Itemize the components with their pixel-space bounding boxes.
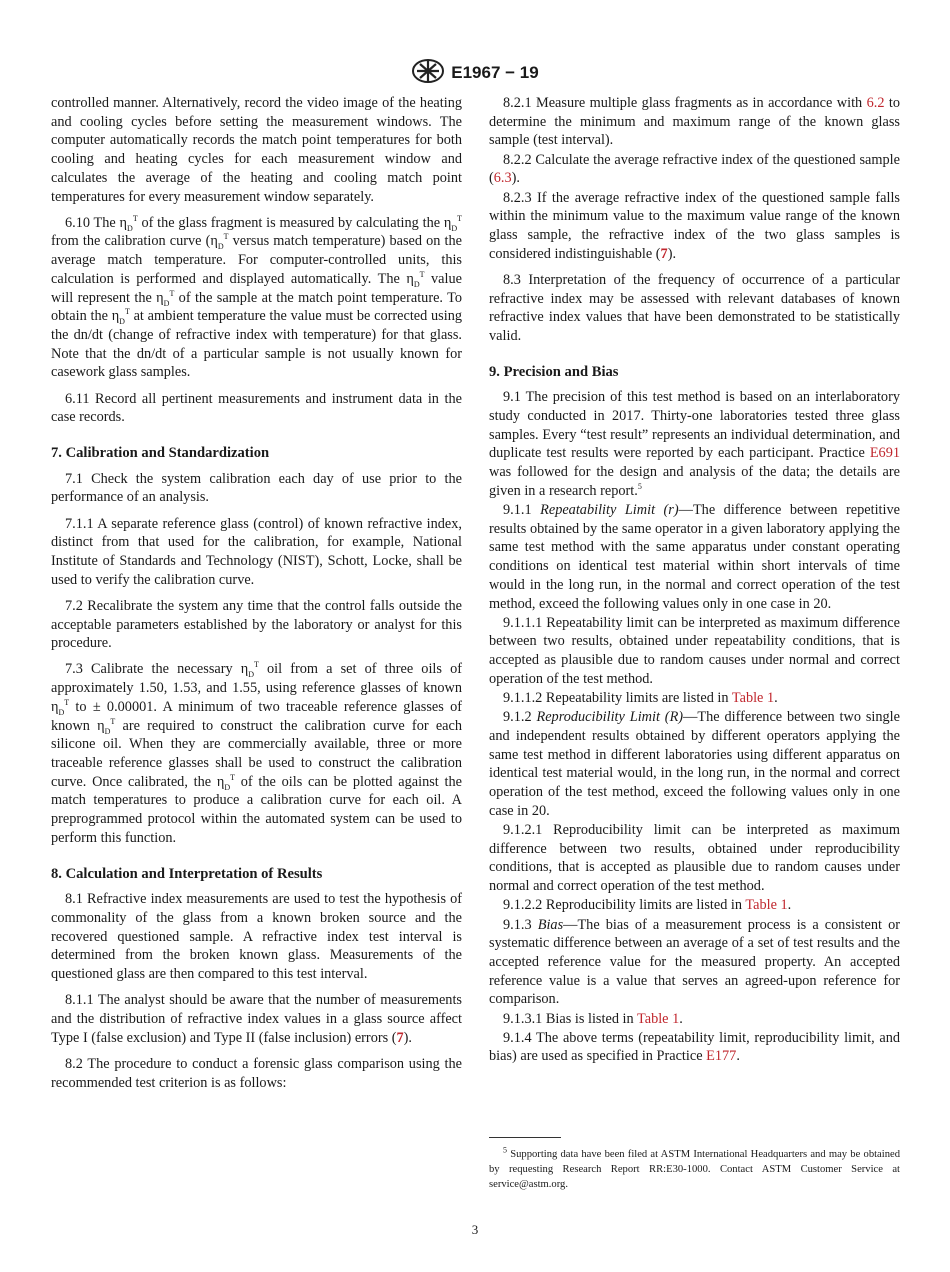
paragraph-9-1-1-2: 9.1.1.2 Repeatability limits are listed in Table 1. — [503, 690, 778, 707]
paragraph-7-1: 7.1 Check the system calibration each day of use prior to the performance of an analysis. — [51, 470, 462, 506]
paragraph-9-1-2-2: 9.1.2.2 Reproducibility limits are listed in Table 1. — [503, 897, 792, 914]
paragraph-7-1-1: 7.1.1 A separate reference glass (control) of known refractive index, distinct from that used for the calibration, for example, National Institute of Standards and Technology (NIST), Schott, Locke, shall be used to verify the calibration curve. — [51, 515, 462, 588]
section-link-6-2[interactable]: 6.2 — [866, 95, 885, 111]
paragraph-8-2-2: 8.2.2 Calculate the average refractive index of the questioned sample (6.3). — [489, 151, 900, 187]
eta-symbol: $\eta_D^T$ — [406, 270, 425, 289]
paragraph-7-2: 7.2 Recalibrate the system any time that the control falls outside the acceptable parameters established by the laboratory or analyst for this procedure. — [51, 597, 462, 652]
paragraph-8-1: 8.1 Refractive index measurements are used to test the hypothesis of commonality of the glass from a known broken source and the recovered questioned sample. A refractive index test interval is determined from the broken known glass. Measurements of the questioned glass are then compared to this test interval. — [51, 891, 462, 983]
paragraph-8-2-1: 8.2.1 Measure multiple glass fragments as in accordance with 6.2 to determine the minimum and maximum range of the known glass sample (test interval). — [489, 95, 900, 149]
eta-symbol: $\eta_D^T$ — [111, 307, 130, 327]
section-heading-8: 8. Calculation and Interpretation of Results — [51, 865, 323, 882]
practice-link-e691[interactable]: E691 — [869, 445, 900, 462]
paragraph-9-1-4: 9.1.4 The above terms (repeatability limit, reproducibility limit, and bias) are used as specified in Practice E177. — [489, 1029, 900, 1065]
paragraph-7-3: 7.3 Calibrate the necessary $\eta_D^T$ oil from a set of three oils of approximately 1.50, 1.53, and 1.55, using reference glasses of known $\eta_D^T$ to ± 0.00001. A minimum of two traceable reference glasses of known $\eta_D^T$ are required to construct the calibration curve for each silicone oil. When they are commercially available, three or more traceable reference glasses shall be used to construct the calibration curve. Once calibrated, the $\eta_D^T$ of the oils can be plotted against the match temperatures to produce a calibration curve for each oil. A preprogrammed protocol within the automated system can be used to perform this function. — [51, 660, 463, 846]
paragraph-8-3: 8.3 Interpretation of the frequency of occurrence of a particular refractive index may be assessed with relevant databases of known refractive index values that have been demonstrated to be statistically valid. — [489, 271, 900, 344]
right-column — [489, 94, 900, 1067]
paragraph-8-2-3: 8.2.3 If the average refractive index of the questioned sample falls within the minimum value to the maximum value range of the known glass sample, the refractive index of the two glass samples is considered indistinguishable (7). — [489, 189, 900, 262]
paragraph-6-10: 6.10 The $\eta_D^T$ of the glass fragment is measured by calculating the $\eta_D^T$ from the calibration curve ($\eta_D^T$ versus match temperature) based on the average match temperature. For computer-controlled units, this calculation is performed and displayed automatically. The $\eta_D^T$ value will represent the $\eta_D^T$ of the sample at the match point temperature. To obtain the $\eta_D^T$ at ambient temperature the value must be corrected using the dn/dt (change of refractive index with temperature) for that glass. Note that the dn/dt of a particular sample is not usually known for casework glass samples. — [51, 213, 462, 381]
eta-symbol: $\eta_D^T$ — [210, 232, 229, 252]
astm-logo-icon — [411, 58, 445, 89]
practice-link-e177[interactable]: E177 — [706, 1048, 737, 1065]
paragraph-8-1-1: 8.1.1 The analyst should be aware that the number of measurements and the distribution of refractive index values in a glass source affect Type I (false exclusion) and Type II (false inclusion) errors (7). — [51, 992, 462, 1046]
footnote-5: $^5$ Supporting data have been filed at ASTM International Headquarters and may be obtained by requesting Research Report RR:E30-1000. Contact ASTM Customer Service at service@astm.org. — [489, 1145, 900, 1190]
paragraph-9-1-1-1: 9.1.1.1 Repeatability limit can be interpreted as maximum difference between two results, obtained under repeatability conditions, that is accepted as plausible due to random causes under normal and correct operation of the test method. — [489, 614, 900, 687]
table-link-1[interactable]: Table 1 — [745, 897, 788, 914]
eta-symbol: $\eta_D^T$ — [240, 660, 259, 680]
table-link-1[interactable]: Table 1 — [731, 690, 775, 707]
footnote-marker: 5 — [637, 482, 642, 492]
footnote-divider — [489, 1137, 561, 1138]
paragraph-8-2: 8.2 The procedure to conduct a forensic glass comparison using the recommended test criterion is as follows: — [51, 1055, 462, 1091]
eta-symbol: $\eta_D^T$ — [97, 716, 116, 736]
page-header — [0, 58, 950, 89]
paragraph-6-9-continued: controlled manner. Alternatively, record the video image of the heating and cooling cycles before setting the measurement windows. The computer automatically records the match point temperatures for both cooling and heating cycles for each measurement window and calculates the average of the heating and cooling match point temperatures for every measurement window separately. — [51, 95, 462, 205]
section-heading-9: 9. Precision and Bias — [489, 363, 619, 380]
paragraph-9-1-2-1: 9.1.2.1 Reproducibility limit can be interpreted as maximum difference between two results, obtained under reproducibility conditions, that is accepted as plausible due to random causes under normal and correct operation of the test method. — [489, 822, 900, 895]
eta-symbol: $\eta_D^T$ — [216, 772, 236, 792]
paragraph-9-1: 9.1 The precision of this test method is based on an interlaboratory study conducted in 2017. Thirty-one laboratories tested three glass samples. Every “test result” represents an individual determination, and duplicate test results were reported by each participant. Practice E691 was followed for the design and analysis of the data; the details are given in a research report.$^5$ — [489, 389, 900, 499]
eta-symbol: $\eta_D^T$ — [156, 288, 175, 308]
table-link-1[interactable]: Table 1 — [636, 1010, 680, 1027]
section-heading-7: 7. Calibration and Standardization — [51, 444, 270, 461]
section-link-6-3[interactable]: 6.3 — [493, 170, 512, 187]
document-id: E1967 − 19 — [451, 62, 539, 82]
left-column — [51, 94, 462, 1100]
paragraph-9-1-3: 9.1.3 Bias—The bias of a measurement process is a consistent or systematic difference between an average of a set of test results and the accepted reference value for the measured property. An accepted reference value is a value that serves an agreed-upon reference for comparison. — [489, 916, 901, 1008]
paragraph-9-1-1: 9.1.1 Repeatability Limit (r)—The difference between repetitive results obtained by the same operator in a given laboratory applying the same test method with the same apparatus under constant operating conditions on identical test material within short intervals of time would in the long run, in the normal and correct operation of the test method, exceed the following values only in one case in 20. — [489, 502, 900, 612]
eta-symbol: $\eta_D^T$ — [119, 213, 138, 233]
reference-link-7[interactable]: 7 — [660, 245, 668, 262]
eta-symbol: $\eta_D^T$ — [51, 698, 70, 717]
paragraph-9-1-2: 9.1.2 Reproducibility Limit (R)—The difference between two single and independent results obtained by different operators applying the same test method in different laboratories using different apparatus on identical test material would, in the long run, in the normal and correct operation of the test method, exceed the following values only in one case in 20. — [489, 709, 900, 819]
page-number: 3 — [471, 1222, 479, 1237]
paragraph-6-11: 6.11 Record all pertinent measurements and instrument data in the case records. — [51, 390, 462, 426]
eta-symbol: $\eta_D^T$ — [443, 213, 462, 233]
reference-link-7[interactable]: 7 — [396, 1029, 404, 1046]
paragraph-9-1-3-1: 9.1.3.1 Bias is listed in Table 1. — [503, 1010, 683, 1027]
